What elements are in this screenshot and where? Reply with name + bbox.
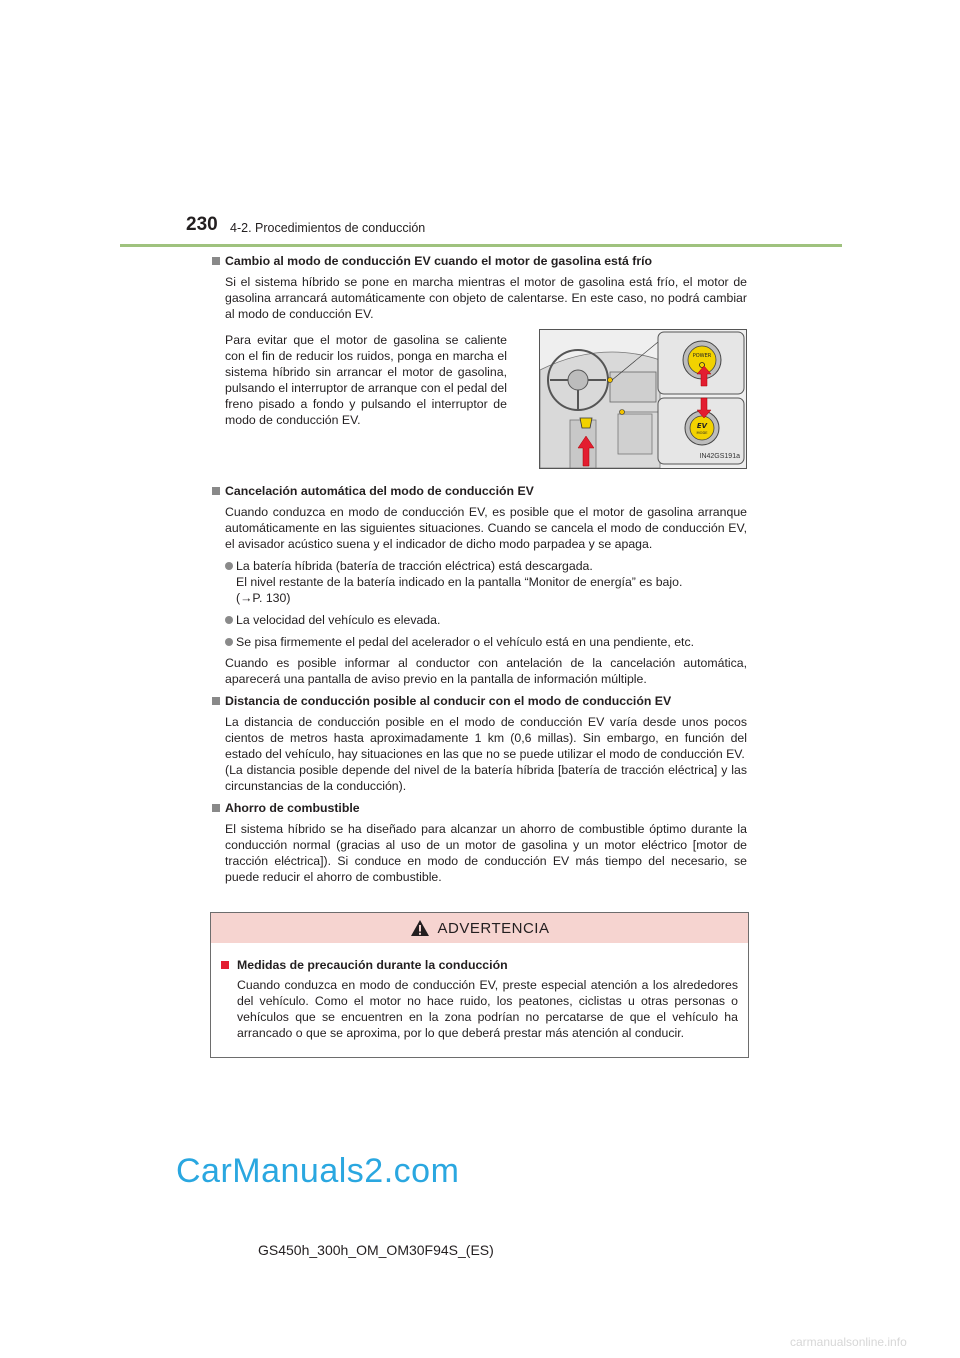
main-content [212,253,747,891]
svg-text:MODE: MODE [696,431,708,435]
square-bullet-icon [212,804,220,812]
section-fuel-economy [212,800,747,885]
header-rule [120,244,842,247]
section-ev-cold-engine [212,253,747,469]
square-bullet-icon [212,257,220,265]
section-heading: Distancia de conducción posible al conducir con el modo de conducción EV [212,693,747,709]
warning-header [211,913,748,943]
square-bullet-icon [212,697,220,705]
dashboard-illustration [539,329,747,469]
round-bullet-icon [225,616,233,624]
list-item: La velocidad del vehículo es elevada. [212,612,747,628]
paragraph: Si el sistema híbrido se pone en marcha mientras el motor de gasolina está frío, el motor de gasolina arrancará automáticamente con objeto de calentarse. En este caso, no podrá cambiar al modo de conducción EV. [225,275,747,321]
list-item: Se pisa firmemente el pedal del acelerador o el vehículo está en una pendiente, etc. [212,634,747,650]
square-bullet-icon [221,961,229,969]
paragraph: La distancia de conducción posible en el modo de conducción EV varía desde unos pocos cientos de metros hasta aproximadamente 1 km (0,6 millas). Sin embargo, en función del estado del vehículo, hay situaciones en las que no se puede utilizar el modo de conducción EV. [225,715,747,761]
warning-body [211,943,748,1041]
round-bullet-icon [225,562,233,570]
paragraph: El sistema híbrido se ha diseñado para alcanzar un ahorro de combustible óptimo durante la conducción normal (gracias al uso de un motor de gasolina y un motor eléctrico [motor de tracción eléctrica]). Si conduce en modo de conducción EV más tiempo del necesario, se puede reducir el ahorro de combustible. [225,822,747,884]
paragraph: Cuando es posible informar al conductor con antelación de la cancelación automática, aparecerá una pantalla de aviso previo en la pantalla de información múltiple. [225,656,747,686]
document-code: GS450h_300h_OM_OM30F94S_(ES) [258,1242,494,1258]
section-heading: Cancelación automática del modo de conducción EV [212,483,747,499]
round-bullet-icon [225,638,233,646]
warning-triangle-icon [410,919,430,937]
warning-title: ADVERTENCIA [437,919,550,937]
figure-code: IN42GS191a [699,453,740,460]
warning-box [210,912,749,1058]
figure-row [212,329,747,469]
list-item: La batería híbrida (batería de tracción eléctrica) está descargada. El nivel restante de la batería indicado en la pantalla “Monitor de energía” es bajo. (→P. 130) [212,558,747,606]
warning-text: Cuando conduzca en modo de conducción EV, preste especial atención a los alrededores del vehículo. Como el motor no hace ruido, los peatones, ciclistas u otras personas o vehículos que se encuentren en la zona podrían no percatarse de que el vehículo ha arrancado o que se aproxima, por lo que deberá prestar más atención al conducir. [237,978,738,1040]
square-bullet-icon [212,487,220,495]
paragraph: Cuando conduzca en modo de conducción EV, es posible que el motor de gasolina arranque automáticamente en las siguientes situaciones. Cuando se cancela el modo de conducción EV, el avisador acústico suena y el indicador de dicho modo parpadea y se apaga. [225,505,747,551]
warning-heading: Medidas de precaución durante la conducción [221,957,738,973]
watermark-logo: CarManuals2.com [176,1152,460,1190]
paragraph: (La distancia posible depende del nivel de la batería híbrida [batería de tracción eléctrica] y las circunstancias de la conducción). [225,763,747,793]
figure-caption-text: Para evitar que el motor de gasolina se caliente con el fin de reducir los ruidos, ponga en marcha el sistema híbrido sin arrancar el motor de gasolina, pulsando el interruptor de arranque con el pedal del freno pisado a fondo y pulsando el interruptor de modo de conducción EV. [225,333,507,427]
dashboard-drawing [540,330,746,468]
page-number: 230 [186,214,218,235]
section-heading: Cambio al modo de conducción EV cuando el motor de gasolina está frío [212,253,747,269]
section-heading: Ahorro de combustible [212,800,747,816]
bottom-watermark: carmanualsonline.info [790,1335,907,1349]
svg-text:POWER: POWER [692,353,712,359]
svg-text:EV: EV [696,422,708,430]
section-title: 4-2. Procedimientos de conducción [230,221,426,235]
section-ev-range [212,693,747,794]
section-ev-auto-cancel [212,483,747,687]
